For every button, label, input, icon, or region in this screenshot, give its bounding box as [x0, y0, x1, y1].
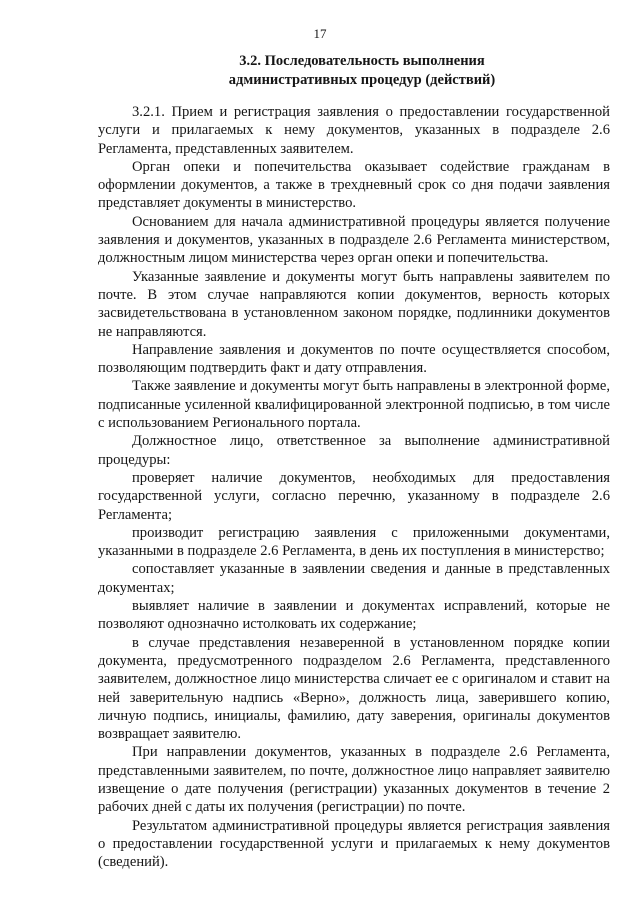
list-item-register-application: производит регистрацию заявления с приложенными документами, указанными в подразделе 2.6 Регламента, в день их поступления в министерство; — [98, 524, 610, 560]
document-body — [98, 103, 610, 871]
paragraph-3-2-1: 3.2.1. Прием и регистрация заявления о предоставлении государственной услуги и прилагаемых к нему документов, указанных в подразделе 2.6 Регламента, представленных заявителем. — [98, 104, 610, 157]
paragraph-procedure-result: Результатом административной процедуры является регистрация заявления о предоставлении государственной услуги и прилагаемых к нему документов (сведений). — [98, 817, 610, 871]
section-heading-line-1: 3.2. Последовательность выполнения — [239, 53, 485, 69]
list-item-compare-data: сопоставляет указанные в заявлении сведения и данные в представленных документах; — [98, 561, 610, 596]
paragraph-guardianship-assistance: Орган опеки и попечительства оказывает содействие гражданам в оформлении документов, а также в трехдневный срок со дня подачи заявления представляет документы в министерство. — [98, 158, 610, 212]
paragraph-mail-submission: Указанные заявление и документы могут быть направлены заявителем по почте. В этом случае направляются копии документов, верность которых засвидетельствована в установленном законом порядке, подлинники документов не направляются. — [98, 268, 610, 340]
section-heading-line-2: административных процедур (действий) — [228, 72, 496, 88]
list-item-certify-copy: в случае представления незаверенной в установленном порядке копии документа, предусмотренного подразделом 2.6 Регламента, представленного заявителем, должностное лицо министерства сличает ее с оригиналом и ставит на ней заверительную надпись «Верно», должность лица, заверившего копию, личную подпись, инициалы, фамилию, дату заверения, оригиналы документов возвращает заявителю. — [98, 634, 610, 743]
paragraph-electronic-submission: Также заявление и документы могут быть направлены в электронной форме, подписанные усиленной квалифицированной электронной подписью, в том числе с использованием Регионального портала. — [98, 378, 610, 432]
paragraph-official-responsibilities: Должностное лицо, ответственное за выполнение административной процедуры: — [98, 433, 610, 468]
list-item-check-documents: проверяет наличие документов, необходимых для предоставления государственной услуги, согласно перечню, указанному в подразделе 2.6 Регламента; — [98, 469, 610, 523]
section-heading — [98, 52, 626, 90]
paragraph-procedure-basis: Основанием для начала административной процедуры является получение заявления и документов, указанных в подразделе 2.6 Регламента министерством, должностным лицом министерства через орган опеки и попечительства. — [98, 213, 610, 267]
list-item-detect-corrections: выявляет наличие в заявлении и документах исправлений, которые не позволяют однозначно истолковать их содержание; — [98, 598, 610, 633]
page-number: 17 — [313, 26, 327, 41]
paragraph-mail-method: Направление заявления и документов по почте осуществляется способом, позволяющим подтвердить факт и дату отправления. — [98, 341, 610, 377]
paragraph-mail-notification: При направлении документов, указанных в подразделе 2.6 Регламента, представленными заявителем, по почте, должностное лицо направляет заявителю извещение о дате получения (регистрации) указанных документов в течение 2 рабочих дней с даты их получения (регистрации) по почте. — [98, 744, 610, 816]
